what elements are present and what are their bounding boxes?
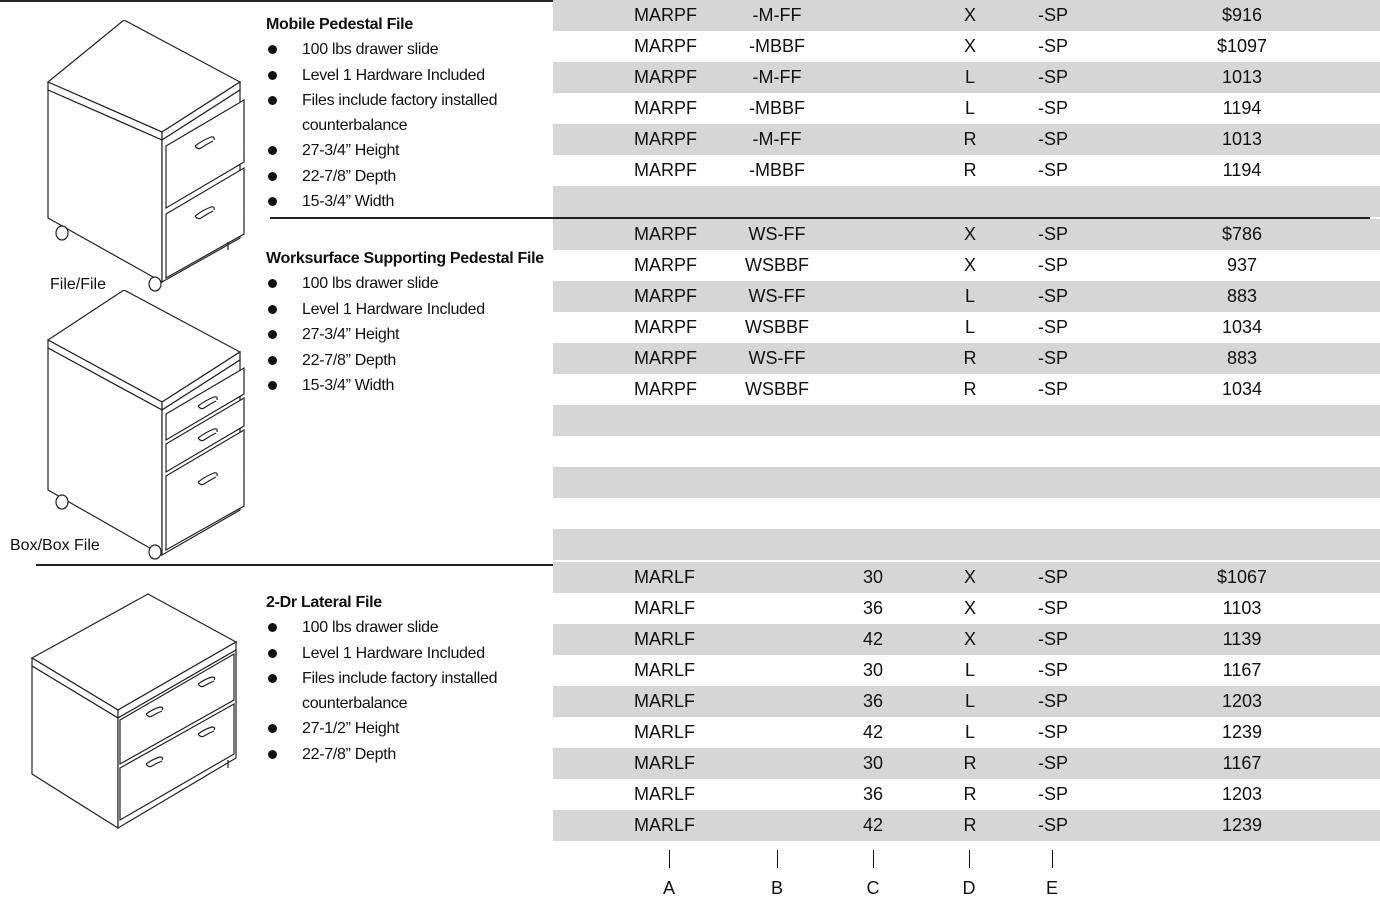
- finish-code-cell: -SP: [1038, 784, 1069, 804]
- price-cell: 1013: [1221, 67, 1263, 87]
- model-prefix-cell: MARPF: [634, 67, 697, 87]
- column-key-c: C: [858, 848, 888, 898]
- price-cell: [1172, 529, 1312, 560]
- price-cell: 1013: [1221, 129, 1263, 149]
- finish-code-cell: -SP: [1038, 722, 1069, 742]
- price-cell: 1034: [1221, 379, 1263, 399]
- table-row: [553, 655, 1380, 686]
- finish-code-cell: -SP: [1038, 36, 1069, 56]
- handing-cell: L: [964, 317, 975, 337]
- bullet-icon: [268, 330, 277, 339]
- bullet-icon: [268, 674, 277, 683]
- column-key-tick: [969, 850, 970, 868]
- section-title: Worksurface Supporting Pedestal File: [266, 250, 544, 267]
- model-width-cell: [843, 0, 903, 31]
- handing-cell: [950, 529, 990, 560]
- finish-code-cell: -SP: [1038, 129, 1069, 149]
- model-option-cell: [717, 562, 837, 593]
- feature-item: Level 1 Hardware Included: [266, 641, 551, 667]
- model-option-cell: [717, 529, 837, 560]
- feature-item: 27-3/4” Height: [266, 322, 551, 348]
- feature-item: 27-3/4” Height: [266, 138, 551, 164]
- column-key-a: A: [654, 848, 684, 898]
- price-cell: $1097: [1216, 36, 1268, 56]
- model-option-cell: [717, 593, 837, 624]
- handing-cell: L: [964, 691, 975, 711]
- mobile-pedestal-price-table: [553, 0, 1380, 217]
- handing-cell: R: [963, 784, 977, 804]
- price-cell: 1194: [1222, 160, 1262, 180]
- model-option-cell: [717, 655, 837, 686]
- bullet-icon: [268, 172, 277, 181]
- handing-cell: R: [963, 815, 977, 835]
- model-width-cell: [843, 155, 903, 186]
- model-option-cell: -M-FF: [752, 129, 802, 149]
- table-row: [553, 810, 1380, 841]
- bullet-icon: [268, 623, 277, 632]
- finish-code-cell: -SP: [1038, 255, 1069, 275]
- model-option-cell: [717, 686, 837, 717]
- price-cell: 1167: [1222, 753, 1262, 773]
- model-width-cell: [843, 498, 903, 529]
- finish-code-cell: -SP: [1038, 598, 1069, 618]
- table-row: [553, 343, 1380, 374]
- bullet-icon: [268, 279, 277, 288]
- table-row: [553, 779, 1380, 810]
- price-cell: [1172, 498, 1312, 529]
- table-row: [553, 62, 1380, 93]
- model-width-cell: [843, 312, 903, 343]
- feature-item: 15-3/4” Width: [266, 189, 551, 215]
- model-option-cell: -MBBF: [749, 36, 805, 56]
- feature-item: Level 1 Hardware Included: [266, 63, 551, 89]
- model-prefix-cell: MARPF: [634, 36, 697, 56]
- price-cell: $786: [1221, 224, 1263, 244]
- bullet-icon: [268, 96, 277, 105]
- feature-item: 100 lbs drawer slide: [266, 37, 551, 63]
- model-width-cell: [843, 405, 903, 436]
- table-row: [553, 31, 1380, 62]
- bullet-icon: [268, 45, 277, 54]
- finish-code-cell: -SP: [1038, 317, 1069, 337]
- handing-cell: R: [963, 379, 977, 399]
- model-prefix-cell: MARLF: [634, 660, 696, 680]
- box-box-file-pedestal-illustration: [40, 290, 260, 562]
- price-cell: 1103: [1222, 598, 1262, 618]
- bullet-icon: [268, 197, 277, 206]
- handing-cell: X: [963, 598, 976, 618]
- model-width-cell: [843, 374, 903, 405]
- model-option-cell: [717, 498, 837, 529]
- table-row: [553, 374, 1380, 405]
- model-option-cell: WSBBF: [744, 379, 809, 399]
- bullet-icon: [268, 356, 277, 365]
- feature-item: 22-7/8” Depth: [266, 742, 551, 768]
- handing-cell: L: [964, 286, 975, 306]
- feature-list: [266, 271, 551, 399]
- finish-code-cell: -SP: [1038, 67, 1069, 87]
- model-width-cell: [843, 467, 903, 498]
- model-prefix-cell: MARPF: [634, 129, 697, 149]
- feature-item: 15-3/4” Width: [266, 373, 551, 399]
- handing-cell: L: [964, 722, 975, 742]
- model-width-cell: 30: [862, 660, 884, 680]
- finish-code-cell: -SP: [1038, 660, 1069, 680]
- model-width-cell: [843, 529, 903, 560]
- table-row: [553, 436, 1380, 467]
- worksurface-pedestal-price-table: [553, 219, 1380, 560]
- model-width-cell: 36: [862, 691, 884, 711]
- model-option-cell: [717, 186, 837, 217]
- table-row: [553, 717, 1380, 748]
- price-cell: [1172, 405, 1312, 436]
- table-row: [553, 312, 1380, 343]
- bullet-icon: [268, 381, 277, 390]
- price-cell: 883: [1226, 348, 1258, 368]
- finish-code-cell: -SP: [1038, 224, 1069, 244]
- feature-item: 22-7/8” Depth: [266, 164, 551, 190]
- price-cell: 1194: [1222, 98, 1262, 118]
- column-key-tick: [669, 850, 670, 868]
- table-row: [553, 593, 1380, 624]
- model-prefix-cell: MARPF: [634, 348, 697, 368]
- feature-list: [266, 615, 551, 767]
- column-key-tick: [873, 850, 874, 868]
- model-width-cell: 42: [862, 815, 884, 835]
- table-row: [553, 124, 1380, 155]
- file-file-pedestal-illustration: [40, 20, 260, 292]
- model-prefix-cell: MARPF: [634, 160, 697, 180]
- table-row: [553, 748, 1380, 779]
- handing-cell: R: [963, 753, 977, 773]
- price-cell: 937: [1226, 255, 1258, 275]
- model-option-cell: [717, 717, 837, 748]
- table-row: [553, 624, 1380, 655]
- handing-cell: [950, 498, 990, 529]
- feature-list: [266, 37, 551, 215]
- model-option-cell: [717, 810, 837, 841]
- price-cell: $1067: [1216, 567, 1268, 587]
- model-prefix-cell: MARPF: [634, 255, 697, 275]
- table-row: [553, 529, 1380, 560]
- worksurface-pedestal-description: [266, 247, 551, 399]
- bullet-icon: [268, 305, 277, 314]
- finish-code-cell: -SP: [1038, 753, 1069, 773]
- handing-cell: X: [963, 629, 976, 649]
- model-option-cell: -M-FF: [752, 5, 802, 25]
- price-cell: 883: [1226, 286, 1258, 306]
- price-cell: $916: [1221, 5, 1263, 25]
- finish-code-cell: -SP: [1038, 5, 1069, 25]
- model-option-cell: WS-FF: [748, 224, 806, 244]
- column-key-d: D: [954, 848, 984, 898]
- box-box-file-label: Box/Box File: [10, 537, 100, 554]
- handing-cell: [950, 436, 990, 467]
- column-key-b: B: [762, 848, 792, 898]
- table-row: [553, 186, 1380, 217]
- table-row: [553, 686, 1380, 717]
- finish-code-cell: -SP: [1038, 98, 1069, 118]
- feature-item: 100 lbs drawer slide: [266, 271, 551, 297]
- feature-item: Files include factory installed counterbalance: [266, 88, 516, 138]
- handing-cell: X: [963, 567, 976, 587]
- model-width-cell: 30: [862, 753, 884, 773]
- model-width-cell: [843, 343, 903, 374]
- handing-cell: [950, 405, 990, 436]
- model-width-cell: 36: [862, 784, 884, 804]
- handing-cell: X: [963, 5, 976, 25]
- feature-item: 27-1/2” Height: [266, 716, 551, 742]
- model-option-cell: WS-FF: [748, 286, 806, 306]
- lateral-file-illustration: [28, 592, 243, 832]
- model-option-cell: WS-FF: [748, 348, 806, 368]
- finish-code-cell: -SP: [1038, 567, 1069, 587]
- model-width-cell: [843, 219, 903, 250]
- finish-code-cell: -SP: [1038, 379, 1069, 399]
- price-cell: 1203: [1221, 784, 1263, 804]
- price-cell: 1139: [1222, 629, 1262, 649]
- table-row: [553, 405, 1380, 436]
- feature-item: Level 1 Hardware Included: [266, 297, 551, 323]
- handing-cell: L: [964, 660, 975, 680]
- finish-code-cell: -SP: [1038, 691, 1069, 711]
- model-option-cell: WSBBF: [744, 255, 809, 275]
- model-option-cell: [717, 467, 837, 498]
- finish-code-cell: -SP: [1038, 629, 1069, 649]
- model-width-cell: 42: [862, 722, 884, 742]
- handing-cell: R: [963, 348, 977, 368]
- model-width-cell: [843, 250, 903, 281]
- section-title: 2-Dr Lateral File: [266, 594, 382, 611]
- model-prefix-cell: MARLF: [634, 567, 696, 587]
- lateral-file-price-table: [553, 562, 1380, 841]
- model-prefix-cell: MARPF: [634, 5, 697, 25]
- handing-cell: X: [963, 255, 976, 275]
- table-row: [553, 562, 1380, 593]
- bullet-icon: [268, 750, 277, 759]
- model-option-cell: [717, 624, 837, 655]
- table-row: [553, 0, 1380, 31]
- price-cell: [1172, 467, 1312, 498]
- price-cell: 1203: [1221, 691, 1263, 711]
- model-width-cell: [843, 436, 903, 467]
- model-width-cell: 42: [862, 629, 884, 649]
- feature-item: 100 lbs drawer slide: [266, 615, 551, 641]
- finish-code-cell: -SP: [1038, 348, 1069, 368]
- model-prefix-cell: MARLF: [634, 815, 696, 835]
- price-cell: [1172, 186, 1312, 217]
- model-width-cell: 36: [862, 598, 884, 618]
- model-prefix-cell: MARLF: [634, 598, 696, 618]
- table-row: [553, 93, 1380, 124]
- lateral-file-description: [266, 591, 551, 767]
- finish-code-cell: -SP: [1038, 286, 1069, 306]
- table-row: [553, 281, 1380, 312]
- handing-cell: [950, 467, 990, 498]
- handing-cell: X: [963, 224, 976, 244]
- file-file-label: File/File: [50, 276, 107, 293]
- model-option-cell: [717, 436, 837, 467]
- section-title: Mobile Pedestal File: [266, 16, 413, 33]
- column-key-tick: [1052, 850, 1053, 868]
- handing-cell: R: [963, 129, 977, 149]
- column-key-tick: [777, 850, 778, 868]
- model-option-cell: [717, 405, 837, 436]
- model-width-cell: [843, 93, 903, 124]
- model-option-cell: WSBBF: [744, 317, 809, 337]
- handing-cell: X: [963, 36, 976, 56]
- table-row: [553, 250, 1380, 281]
- model-prefix-cell: MARLF: [634, 629, 696, 649]
- model-option-cell: [717, 748, 837, 779]
- table-row: [553, 467, 1380, 498]
- feature-item: Files include factory installed counterbalance: [266, 666, 516, 716]
- finish-code-cell: -SP: [1038, 815, 1069, 835]
- model-prefix-cell: MARPF: [634, 224, 697, 244]
- model-option-cell: -MBBF: [749, 98, 805, 118]
- price-cell: 1167: [1222, 660, 1262, 680]
- price-cell: 1239: [1221, 722, 1263, 742]
- model-width-cell: [843, 281, 903, 312]
- feature-item: 22-7/8” Depth: [266, 348, 551, 374]
- model-option-cell: [717, 779, 837, 810]
- handing-cell: L: [964, 98, 975, 118]
- mobile-pedestal-description: [266, 13, 551, 215]
- model-prefix-cell: MARLF: [634, 784, 696, 804]
- model-prefix-cell: MARLF: [634, 753, 696, 773]
- bullet-icon: [268, 724, 277, 733]
- model-prefix-cell: MARPF: [634, 98, 697, 118]
- model-width-cell: [843, 62, 903, 93]
- price-cell: 1239: [1221, 815, 1263, 835]
- price-cell: 1034: [1221, 317, 1263, 337]
- model-width-cell: 30: [862, 567, 884, 587]
- model-prefix-cell: MARLF: [634, 722, 696, 742]
- table-row: [553, 498, 1380, 529]
- model-width-cell: [843, 31, 903, 62]
- model-prefix-cell: MARPF: [634, 317, 697, 337]
- handing-cell: R: [963, 160, 977, 180]
- model-prefix-cell: MARLF: [634, 691, 696, 711]
- model-option-cell: -MBBF: [749, 160, 805, 180]
- model-width-cell: [843, 124, 903, 155]
- handing-cell: L: [964, 67, 975, 87]
- column-key-e: E: [1037, 848, 1067, 898]
- model-prefix-cell: MARPF: [634, 286, 697, 306]
- table-row: [553, 155, 1380, 186]
- bullet-icon: [268, 146, 277, 155]
- price-cell: [1172, 436, 1312, 467]
- table-row: [553, 219, 1380, 250]
- model-width-cell: [843, 186, 903, 217]
- finish-code-cell: -SP: [1038, 160, 1069, 180]
- bullet-icon: [268, 649, 277, 658]
- handing-cell: [950, 186, 990, 217]
- bullet-icon: [268, 71, 277, 80]
- model-option-cell: -M-FF: [752, 67, 802, 87]
- model-prefix-cell: MARPF: [634, 379, 697, 399]
